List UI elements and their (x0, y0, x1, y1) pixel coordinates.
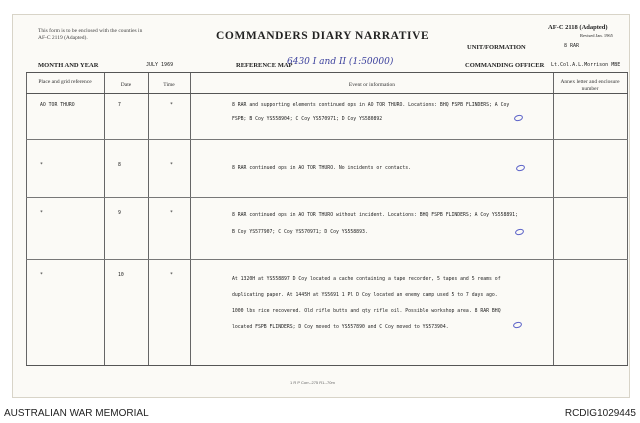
header-annex: Annex letter and enclosure number (560, 79, 620, 92)
month-year-label: MONTH AND YEAR (38, 62, 99, 69)
entry-time: * (170, 211, 173, 216)
archive-credit: AUSTRALIAN WAR MEMORIAL (4, 408, 149, 419)
form-number: AF-C 2118 (Adapted) (548, 24, 608, 31)
ink-check-mark (514, 228, 524, 236)
entry-date: 8 (118, 163, 121, 168)
entry-line: 1000 lbs rice recovered. Old rifle butts and qty rifle oil. Possible workshop area. 8 RAR BHQ (232, 309, 501, 314)
entry-date: 7 (118, 103, 121, 108)
entry-place: AO TOR THURO (40, 103, 75, 108)
commanding-officer-label: COMMANDING OFFICER (465, 62, 545, 69)
header-time: Time (163, 82, 175, 88)
entry-time: * (170, 103, 173, 108)
reference-map-label: REFERENCE MAP (236, 62, 293, 69)
diary-table (26, 72, 628, 366)
form-revision: Revised Jan. 1965 (580, 33, 613, 38)
entry-place: * (40, 211, 43, 216)
print-code: 1 R P Corr--275 R1--70m (290, 380, 335, 385)
entry-time: * (170, 273, 173, 278)
unit-formation-value: 8 RAR (564, 43, 580, 49)
entry-place: * (40, 273, 43, 278)
form-instruction-note: This form is to be enclosed with the counties in AF-C 2119 (Adapted). (38, 28, 143, 41)
entry-date: 10 (118, 273, 124, 278)
entry-line: 8 RAR and supporting elements continued ops in AO TOR THURO. Locations: BHQ FSPB FLINDERS; A Coy (232, 103, 510, 108)
ink-check-mark (515, 164, 525, 172)
record-id: RCDIG1029445 (564, 408, 636, 419)
entry-line: duplicating paper. At 1445H at YS5691 1 Pl D Coy located an enemy camp used 5 to 7 days ago. (232, 293, 498, 298)
entry-line: FSPB; B Coy YS558904; C Coy YS570971; D Coy YS580892 (232, 117, 383, 122)
entry-line: 8 RAR continued ops in AO TOR THURO without incident. Locations: BHQ FSPB FLINDERS; A Coy YS558891; (232, 213, 518, 218)
entry-line: located FSPB FLINDERS; D Coy moved to YS557890 and C Coy moved to YS573904. (232, 325, 449, 330)
entry-line: B Coy YS577907; C Coy YS570971; D Coy YS558893. (232, 230, 368, 235)
entry-line: 8 RAR continued ops in AO TOR THURO. No incidents or contacts. (232, 166, 412, 171)
month-year-value: JULY 1969 (146, 62, 174, 68)
commanding-officer-value: Lt.Col.A.L.Morrison MBE (551, 62, 621, 68)
entry-place: * (40, 163, 43, 168)
header-event: Event or information (348, 82, 396, 88)
entry-line: At 1320H at YS558897 D Coy located a cache containing a tape recorder, 5 tapes and 5 reams of (232, 277, 501, 282)
document-title: COMMANDERS DIARY NARRATIVE (216, 30, 430, 42)
ink-check-mark (512, 321, 522, 329)
entry-date: 9 (118, 211, 121, 216)
entry-time: * (170, 163, 173, 168)
header-place: Place and grid reference (38, 79, 92, 85)
unit-formation-label: UNIT/FORMATION (467, 44, 526, 51)
header-date: Date (120, 82, 132, 88)
ink-check-mark (513, 114, 523, 122)
reference-map-value: 6430 I and II (1:50000) (287, 57, 394, 67)
